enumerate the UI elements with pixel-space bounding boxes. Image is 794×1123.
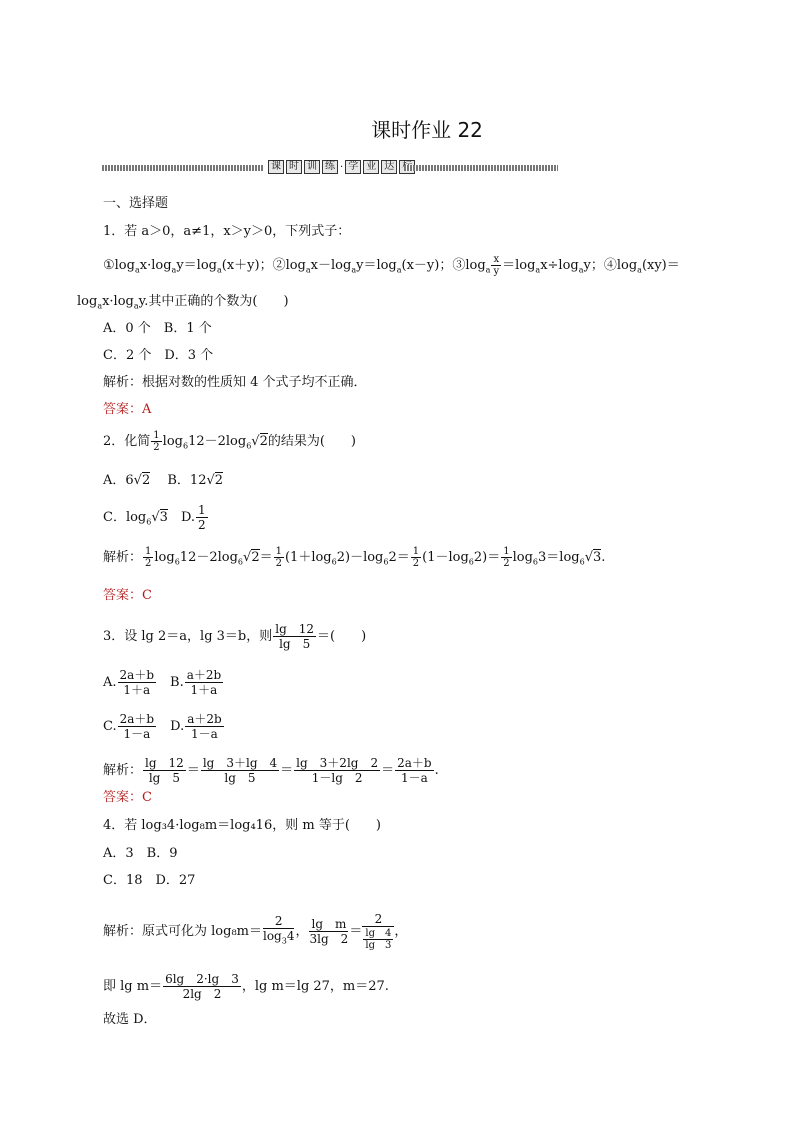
q1-question: .其中正确的个数为( ) (144, 294, 289, 309)
q2-label: 2．化简 (103, 434, 151, 449)
q3-analysis: 解析： $\frac{\lg 12}{\lg 5}$ ＝ $\frac{\lg 3+\lg 4}{\lg 5}$ ＝ $\frac{\lg 3+2\lg 2}{1-\lg 2}$ ＝ $\frac{2a+b}{1-a}$ . (103, 756, 439, 785)
q2-stem: 2．化简 $\frac{1}{2}$ $\log_612-2\log_6√2$的结果为( ) (103, 430, 357, 453)
q1-options-ab: A．0 个 B．1 个 (103, 321, 212, 336)
q2-options-cd: C．$\log_6√3$ D. $\frac{1}{2}$ (103, 503, 206, 532)
banner-rule-right (404, 165, 558, 171)
q2-answer: 答案：C (103, 588, 152, 603)
q3-answer: 答案：C (103, 790, 152, 805)
q4-analysis-label: 解析：原式可化为 log₈m＝ (103, 924, 262, 939)
banner-box: 达 (381, 160, 397, 174)
banner-rule-left (102, 165, 264, 171)
q2-options-ab: A．6√2 B．12√2 (103, 473, 224, 488)
q4-options-cd: C．18 D．27 (103, 873, 196, 888)
q4-derivation: 即 lg m＝ $\frac{6\lg 2\cdot\lg 3}{2\lg 2}$ ，lg m＝lg 27，m＝27. (103, 972, 389, 1001)
banner-box: 课 (268, 160, 284, 174)
q3-question: ＝( ) (317, 629, 367, 644)
q1-stem: 1．若 a＞0，a≠1，x＞y＞0，下列式子： (103, 224, 351, 239)
page-title: 课时作业 22 (371, 118, 483, 142)
banner-tag (268, 160, 415, 174)
q4-stem: 4．若 log₃4·log₈m＝log₄16，则 m 等于( ) (103, 818, 381, 833)
banner-box: 时 (286, 160, 302, 174)
banner-box: 学 (345, 160, 361, 174)
q1-analysis: 解析：根据对数的性质知 4 个式子均不正确． (103, 375, 367, 390)
q2-question: 的结果为( ) (267, 434, 357, 449)
banner-box: 业 (363, 160, 379, 174)
section-heading: 一、选择题 (103, 196, 169, 211)
q1-options-cd: C．2 个 D．3 个 (103, 348, 214, 363)
q3-options-ab: A. $\frac{2a+b}{1+a}$ B. $\frac{a+2b}{1+a}$ (103, 668, 222, 697)
banner-sep: · (340, 161, 344, 173)
q1-expressions-cont: $\log_ax\cdot\log_ay$.其中正确的个数为( ) (77, 294, 289, 311)
q1-answer: 答案：A (103, 402, 152, 417)
q4-analysis: 解析：原式可化为 log₈m＝ $\frac{2}{\log_34}$ ， $\frac{\text{lg m}}{3\lg 2}$ ＝ 2 lg 4 lg 3 ， (103, 912, 408, 951)
q2-analysis-label: 解析： (103, 550, 143, 565)
q3-label: 3．设 lg 2＝a，lg 3＝b，则 (103, 629, 273, 644)
q4-conclusion: 故选 D． (103, 1012, 157, 1027)
banner-box: 训 (304, 160, 320, 174)
q2-analysis: 解析： $\frac{1}{2}$ $\log_612-2\log_6√2=$ $\frac{1}{2}$ $(1+\log_62)-\log_62=$ $\frac{1}{2}$ $(1-\log_62)=$ $\frac{1}{2}$ $\log_63=\log_6√3$. (103, 546, 606, 569)
q3-options-cd: C. $\frac{2a+b}{1-a}$ D. $\frac{a+2b}{1-a}$ (103, 712, 222, 741)
q4-options-ab: A．3 B．9 (103, 846, 178, 861)
section-banner (102, 160, 558, 176)
q1-expressions: $①\log_ax\cdot\log_ay=\log_a(x+y)$；$②\log_ax-\log_ay=\log_a(x-y)$；$③\log_a$ $\frac{x}{y}$ $=\log_ax\div\log_ay$；$④\log_a(xy)=$ (103, 254, 680, 277)
banner-box: 练 (322, 160, 338, 174)
q3-analysis-label: 解析： (103, 763, 143, 778)
q3-stem: 3．设 lg 2＝a，lg 3＝b，则 $\frac{\lg 12}{\lg 5}$ ＝( ) (103, 622, 367, 651)
